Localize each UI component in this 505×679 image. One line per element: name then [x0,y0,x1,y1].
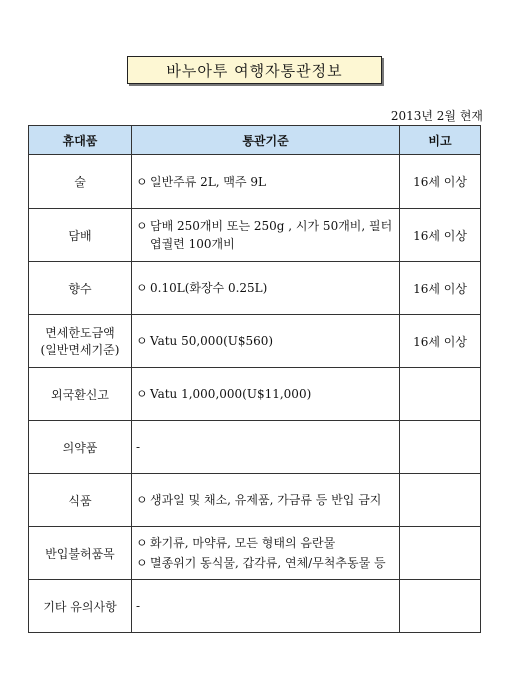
bullet-text: 화기류, 마약류, 모든 형태의 음란물 [150,536,336,550]
row-criteria [132,315,400,368]
row-criteria [132,155,400,209]
table-row [29,580,481,633]
bullet-text: 0.10L(화장수 0.25L) [150,281,268,295]
header-item: 휴대품 [29,126,132,155]
bullet-mark: ㅇ [136,387,148,401]
bullet-mark: ㅇ [136,174,148,189]
bullet-mark: ㅇ [136,556,148,570]
bullet-text: 담배 250개비 또는 250g , 시가 50개비, 필터엽궐련 100개비 [150,219,393,251]
page-title-box [127,56,382,84]
row-category: 면세한도금액 (일반면세기준) [29,315,132,368]
bullet-text: 멸종위기 동식물, 갑각류, 연체/무척추동물 등 [150,556,386,570]
row-note [400,580,481,633]
table-row [29,262,481,315]
row-category: 외국환신고 [29,368,132,421]
criteria-bullet [136,491,395,509]
row-criteria [132,527,400,580]
criteria-bullet [136,534,395,552]
row-category: 향수 [29,262,132,315]
bullet-text: Vatu 1,000,000(U$11,000) [150,387,312,401]
row-note: 16세 이상 [400,315,481,368]
bullet-mark: ㅇ [136,281,148,295]
criteria-bullet [136,385,395,403]
criteria-bullet [136,332,395,350]
row-note [400,474,481,527]
row-note: 16세 이상 [400,155,481,209]
row-criteria [132,580,400,633]
bullet-text: 일반주류 2L, 맥주 9L [150,174,267,189]
table-row [29,474,481,527]
row-category: 기타 유의사항 [29,580,132,633]
header-criteria: 통관기준 [132,126,400,155]
header-note: 비고 [400,126,481,155]
criteria-dash: - [136,599,141,613]
table-row [29,368,481,421]
row-note: 16세 이상 [400,209,481,262]
bullet-mark: ㅇ [136,493,148,507]
row-note [400,421,481,474]
criteria-bullet [136,554,395,572]
row-note: 16세 이상 [400,262,481,315]
table-row [29,421,481,474]
bullet-mark: ㅇ [136,334,148,348]
criteria-bullet [136,173,395,191]
row-category: 반입불허품목 [29,527,132,580]
bullet-text: 생과일 및 채소, 유제품, 가금류 등 반입 금지 [150,493,382,507]
table-row [29,527,481,580]
row-note [400,368,481,421]
row-criteria [132,209,400,262]
row-criteria [132,262,400,315]
table-row [29,315,481,368]
row-category: 의약품 [29,421,132,474]
table-header-row [29,126,481,155]
criteria-dash: - [136,440,141,454]
page-title: 바누아투 여행자통관정보 [166,61,343,80]
row-criteria [132,421,400,474]
row-note [400,527,481,580]
bullet-text: Vatu 50,000(U$560) [150,334,274,348]
row-category: 담배 [29,209,132,262]
row-category: 식품 [29,474,132,527]
bullet-mark: ㅇ [136,219,148,233]
criteria-bullet [136,279,395,297]
row-criteria [132,368,400,421]
table-row [29,155,481,209]
customs-table [28,125,481,633]
row-category: 술 [29,155,132,209]
bullet-mark: ㅇ [136,536,148,550]
date-label: 2013년 2월 현재 [390,109,483,123]
criteria-bullet [136,217,395,253]
table-row [29,209,481,262]
row-criteria [132,474,400,527]
